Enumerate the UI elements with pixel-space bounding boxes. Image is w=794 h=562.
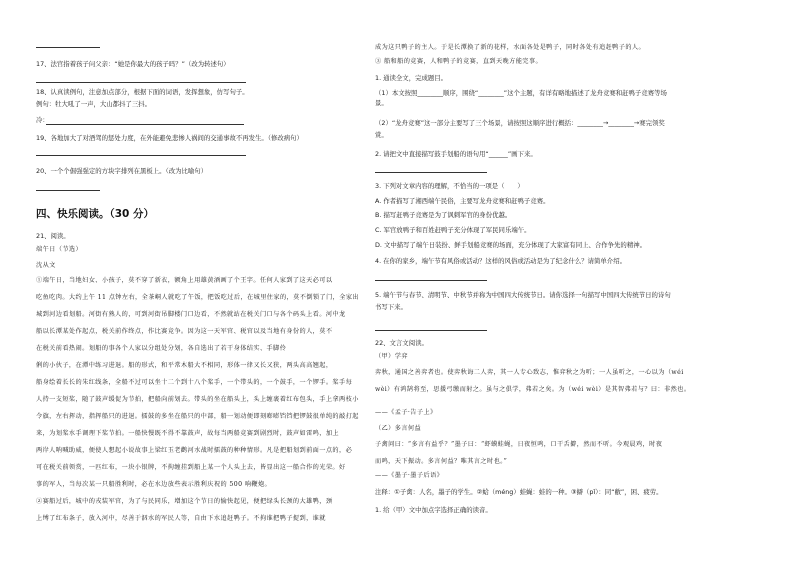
text-a-source: ——《孟子·告子上》 <box>375 409 437 416</box>
notes: 注释：①子禽：人名，墨子的学生。②蛤（méng）蛙蝇：蛙的一种。③擗（pǐ）：同“敝”，困、疲劳。 <box>375 488 663 496</box>
answer-line <box>46 124 244 125</box>
question-18-example: 例句：牡大吼了一声，大山都抖了三抖。 <box>36 100 152 108</box>
question-1-2: （2）“龙舟竞赛”这一部分主要写了三个场景，请按照这顺序进行概括：________→________→赛完领奖 <box>375 119 665 127</box>
option-b: B. 描写赶鸭子竞赛是为了讽刺军官的身份优越。 <box>375 211 512 219</box>
passage-line: 人持一支短桨，随了鼓声缓促为节拍，把船向前划去。带头的坐在船头上，头上缠裹着红布包头，手上拿两枝小 <box>36 396 359 403</box>
question-5: 5. 端午节与春节、清明节、中秋节并称为中国四大传统节日。请你选择一句描写中国四大传统节日的诗句 <box>375 291 671 299</box>
question-1-1-continued: 景。 <box>375 99 388 107</box>
answer-line <box>36 155 246 156</box>
passage-line: 俐的小伙子，在潭中练习进退。船的形式，和平常木船大不相同，形体一律又长又狭，两头高高翘起， <box>36 362 333 369</box>
question-21-label: 21、阅读。 <box>36 232 70 240</box>
text-b-line: 而鸣，天下振动。多言何益？唯其言之时也。” <box>375 458 508 465</box>
passage-line: 在税关前看热闹。划船的事各个人家以分组处分划，各自选出了若干身体结实、手脚伶 <box>36 345 287 352</box>
passage-line: 来，为划桨水手调理下桨节拍。一船快慢既不得不靠鼓声，故每当两船竞赛到剧烈时，鼓声如雷鸣，加上 <box>36 430 340 437</box>
text-b-line: 子禽问曰：“多言有益乎？”墨子曰：“虾蟆蛙蝇，日夜恒鸣，口干舌擗，然而不听。今观晨鸡，时夜 <box>375 441 663 448</box>
passage-line: 事的军人，当每次某一只船胜利时，必在水边放些表示胜利庆祝的 500 响鞭炮。 <box>36 481 272 488</box>
question-17: 17、法官指着孩子问父亲：“她是你最大的孩子吗？”（改为转述句） <box>36 60 230 68</box>
passage-line: 船以长潭某处作起点，税关前作终点，作比赛竞争。因为这一天军官、税官以及当地有身份的人，莫不 <box>36 328 333 335</box>
passage-title: 端午日（节选） <box>36 246 83 253</box>
passage-line: 可在税关前领赏，一匹红布，一块小银牌，不拘缠挂到船上某一个人头上去，皆显出这一船合作的光荣。好 <box>36 464 346 471</box>
answer-line <box>36 82 246 83</box>
option-a: A. 作者描写了湘西端午民俗，主要写龙舟竞赛和赶鸭子竞赛。 <box>375 197 550 205</box>
text-a-line: 弈秋，通国之善弈者也。使弈秋诲二人弈，其一人专心致志，惟弈秋之为听；一人虽听之，一心以为（wéi <box>375 369 684 376</box>
passage-line: 吃鱼吃肉。大约上午 11 点钟左右，全茶峒人就吃了午饭，把饭吃过后，在城里住家的，莫不倒锁了门，全家出 <box>36 294 360 301</box>
question-22-label: 22、文言文阅读。 <box>375 339 428 347</box>
question-20: 20、一个个倔强强定的方块字排列在黑板上。（改为比喻句） <box>36 167 208 175</box>
passage-line: ①端午日，当地妇女、小孩子，莫不穿了新衣，额角上用雄黄酒画了个王字。任何人家到了这天必可以 <box>36 277 333 284</box>
passage-line: 上缚了红布条子，放入河中，尽善于泅水的军民人等，自由下水追赶鸭子。不拘谁把鸭子捉到，谁就 <box>36 515 326 522</box>
question-3: 3. 下列对文章内容的理解，不恰当的一项是（ ） <box>375 182 524 190</box>
question-2: 2. 请把文中直接描写鼓手划船的语句用“______”画下来。 <box>375 150 537 158</box>
text-a-label: （甲）学弈 <box>375 353 408 360</box>
question-1-2-continued: 赏。 <box>375 131 388 139</box>
passage-continuation: 成为这只鸭子的主人。于是长潭换了新的花样，水面各处是鸭子，同时各处有追赶鸭子的人。 <box>375 44 646 51</box>
question-1-1: （1）本文按照________顺序，围绕“________”这个主题，有详有略地描述了龙舟竞赛和赶鸭子竞赛等场 <box>375 89 667 97</box>
passage-line: 城到河边看划船。河街有熟人的，可到河街吊脚楼门口边看，不然就站在税关门口与各个码头上看。河中龙 <box>36 311 346 318</box>
question-19: 19、各地加大了对酒驾的惩处力度，在外能避免悲惨人祸间的交通事故不再发生。（修改病句） <box>36 134 303 142</box>
question-18-instruction: 18、认真读例句，注意加点部分，根据下面的词语，发挥想象，仿写句子。 <box>36 88 249 96</box>
answer-line <box>36 47 100 48</box>
option-c: C. 军官放鸭子和百姓赶鸭子充分体现了军民同乐端午。 <box>375 226 531 234</box>
answer-line <box>375 172 487 173</box>
passage-author: 沈从文 <box>36 262 56 269</box>
answer-line <box>375 280 487 281</box>
question-1: 1. 通读全文，完成题目。 <box>375 74 448 82</box>
text-b-source: ——《墨子·墨子后语》 <box>375 472 444 479</box>
passage-end: ③ 船和船的竞赛，人和鸭子的竞赛，直到天晚方能完事。 <box>375 58 543 65</box>
question-4: 4. 在你的家乡，端午节有风俗或活动？这样的风俗或活动是为了纪念什么？请简单介绍。 <box>375 257 626 265</box>
classical-question-1: 1. 给（甲）文中加点字选择正确的读音。 <box>375 506 492 514</box>
passage-line: 两岸人呐喊助威，便使人想起小说故事上梁红玉老鹳河水战时擂鼓的种种情形。凡是把船划到前面一点的，必 <box>36 447 353 454</box>
passage-line: ②赛船过后，城中的戎装军官，为了与民同乐，增加这个节日的愉快起见，便把绿头长颈的大雄鸭，颈 <box>36 498 333 505</box>
passage-line: 令旗，左右挥动，指挥船只的进退。擂鼓的多坐在船只的中部，船一划动便即刻嘭嘭铛铛把锣鼓很单纯的敲打起 <box>36 413 359 420</box>
text-b-label: （乙）多言何益 <box>375 425 422 432</box>
section-title: 四、快乐阅读。（30 分） <box>36 208 155 220</box>
question-18-prompt: 冷： <box>36 116 49 124</box>
question-5-continued: 书写下来。 <box>375 303 407 311</box>
option-d: D. 文中描写了端午日装扮、鲜手划船竞赛的场面，充分体现了大家富有同上、合作争先的精神。 <box>375 241 646 249</box>
answer-line <box>375 330 487 331</box>
passage-line: 船身绘着长长的朱红线条，全船不过可以坐十二个到十八个桨手，一个带头的，一个鼓手，一个锣手。桨手每 <box>36 379 353 386</box>
text-a-line: wèi）有鸿鹄将至，思援弓缴而射之。虽与之俱学，弗若之矣。为（wéi wèi）是其智弗若与？曰：非然也。 <box>375 386 691 393</box>
answer-line <box>36 190 100 191</box>
